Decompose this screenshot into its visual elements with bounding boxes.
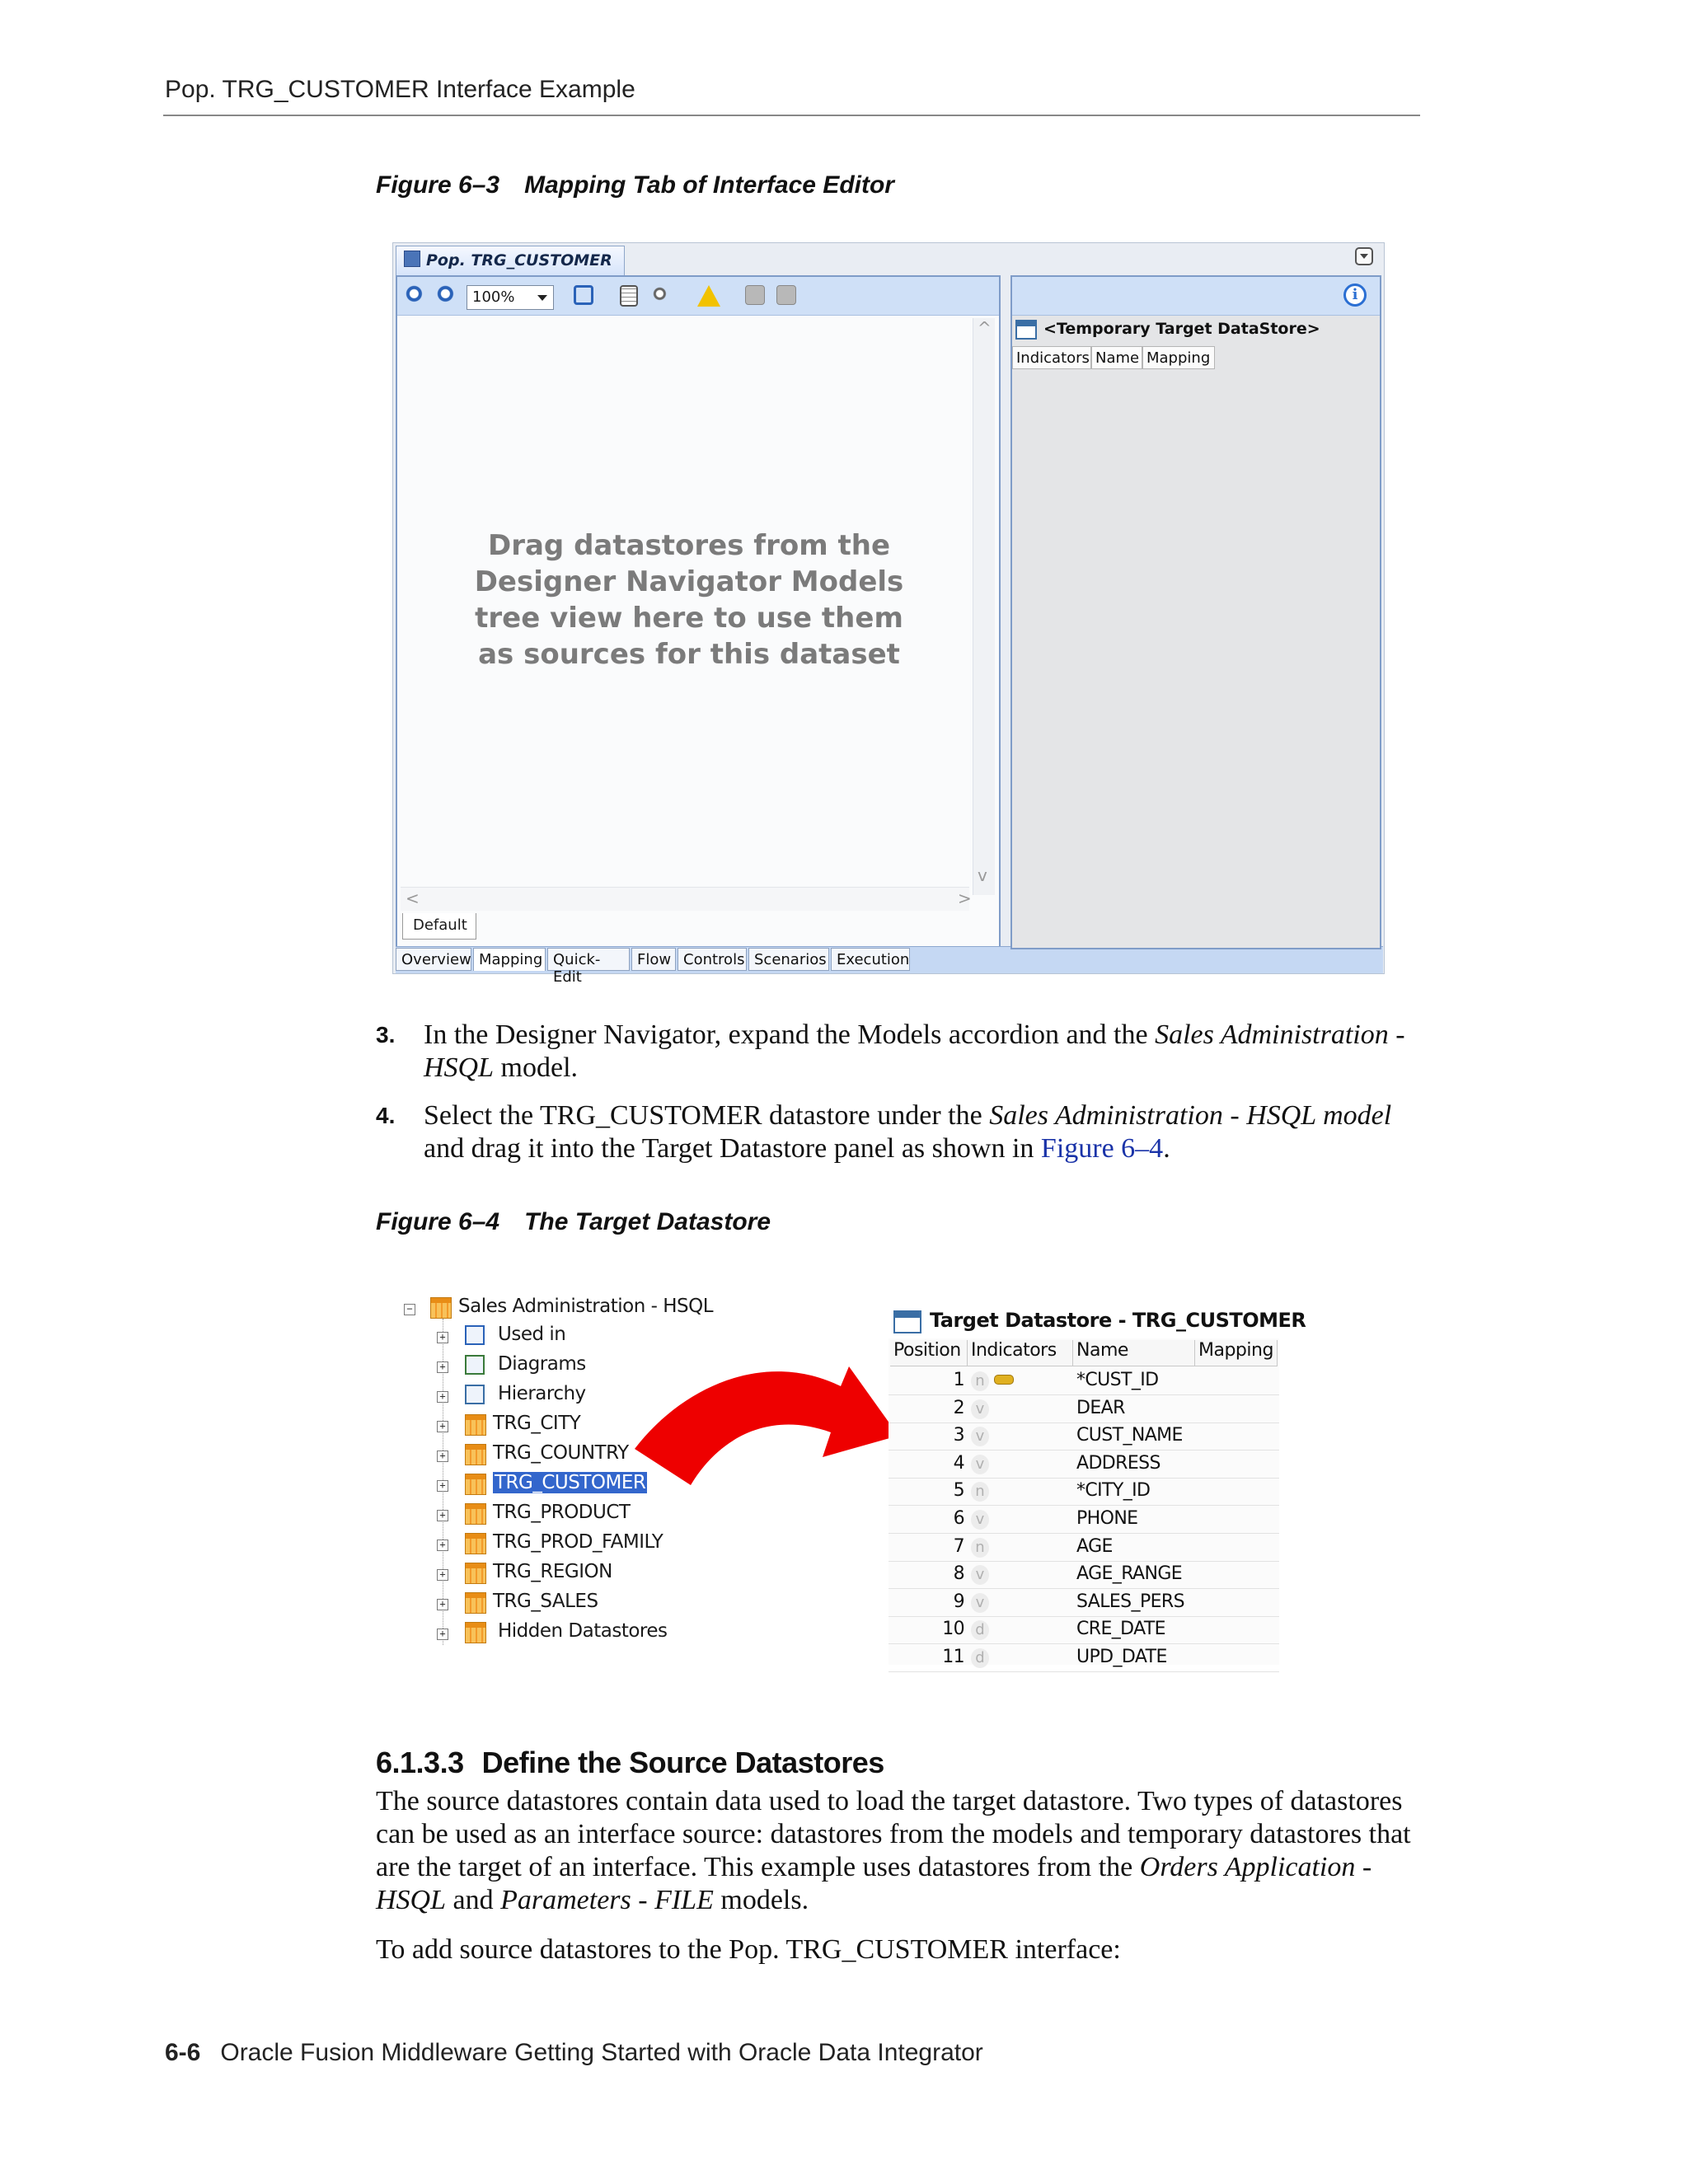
position-cell: 9 [953,1591,964,1612]
column-header-name[interactable]: Name [1091,346,1142,369]
expand-icon[interactable]: + [437,1540,448,1551]
figure-4-number: Figure 6–4 [376,1208,500,1235]
red-arrow-icon [635,1366,898,1485]
tree-item-trg-country[interactable]: TRG_COUNTRY [493,1442,629,1464]
tab-mapping[interactable]: Mapping [473,948,546,971]
expand-icon[interactable]: + [437,1629,448,1640]
column-name-cell[interactable]: ADDRESS [1076,1452,1160,1474]
expand-icon[interactable]: + [437,1451,448,1462]
expand-icon[interactable]: + [437,1599,448,1610]
tab-overview[interactable]: Overview [396,948,471,971]
target-datastore-panel [1010,275,1381,949]
tree-item-used-in[interactable]: Used in [498,1324,566,1345]
figure-4-caption [376,1208,771,1236]
row-divider [889,1478,1279,1479]
book-title: Oracle Fusion Middleware Getting Started with Oracle Data Integrator [220,2039,983,2066]
indicator-badge: v [971,1510,989,1530]
row-divider [889,1643,1279,1644]
expand-icon[interactable]: + [437,1421,448,1432]
figure-4-title: The Target Datastore [524,1208,771,1235]
diagrams-icon [465,1355,485,1375]
step-4-text-mid: and drag it into the Target Datastore panel as shown in [424,1133,1041,1164]
disabled-tool-icon [745,285,765,305]
canvas-hint-line: as sources for this dataset [478,638,900,671]
tree-item-trg-region[interactable]: TRG_REGION [493,1561,612,1582]
indicator-badge: v [971,1565,989,1585]
datastore-icon [465,1533,486,1554]
zoom-in-icon[interactable] [406,285,427,307]
chevron-down-icon[interactable] [537,295,547,301]
row-divider [889,1394,1279,1395]
column-name-cell[interactable]: SALES_PERS [1076,1591,1184,1612]
row-divider [889,1533,1279,1534]
column-name-cell[interactable]: AGE_RANGE [1076,1563,1183,1585]
position-cell: 6 [953,1508,964,1529]
temporary-target-label[interactable]: <Temporary Target DataStore> [1043,320,1320,338]
canvas-hint-line: tree view here to use them [475,602,903,635]
tree-item-trg-product[interactable]: TRG_PRODUCT [493,1502,631,1523]
model-name-parameters: Parameters - FILE [500,1885,714,1915]
position-cell: 8 [953,1563,964,1585]
header-rule [163,115,1420,116]
tree-root-label[interactable]: Sales Administration - HSQL [458,1296,714,1317]
indicator-badge: d [971,1620,989,1640]
step-3-text: In the Designer Navigator, expand the Models accordion and the [424,1019,1156,1050]
section-heading [376,1746,884,1780]
step-4-text: Select the TRG_CUSTOMER datastore under the [424,1100,990,1131]
indicator-badge: v [971,1455,989,1474]
column-name-cell[interactable]: CRE_DATE [1076,1619,1165,1640]
indicator-badge: v [971,1399,989,1419]
tab-controls[interactable]: Controls [678,948,747,971]
column-header-indicators[interactable]: Indicators [968,1340,1073,1366]
column-header-mapping[interactable]: Mapping [1195,1340,1278,1366]
model-folder-icon [430,1297,452,1319]
interface-icon [404,251,420,267]
expand-icon[interactable]: + [437,1391,448,1403]
info-icon[interactable]: i [1343,284,1367,307]
hidden-datastores-icon [465,1622,486,1643]
search-icon[interactable] [651,285,673,307]
fit-to-page-icon[interactable] [574,285,593,305]
position-cell: 3 [953,1425,964,1446]
step-3-text-end: model. [494,1052,579,1083]
hierarchy-icon [465,1385,485,1404]
tree-item-trg-customer[interactable]: TRG_CUSTOMER [495,1472,646,1493]
tree-item-trg-sales[interactable]: TRG_SALES [493,1591,598,1612]
column-header-indicators[interactable]: Indicators [1012,346,1091,369]
row-divider [889,1422,1279,1423]
expand-icon[interactable]: + [437,1480,448,1492]
indicator-badge: n [971,1482,989,1502]
tree-item-trg-prod-family[interactable]: TRG_PROD_FAMILY [493,1531,663,1553]
step-4-model-name: Sales Administration - HSQL model [989,1100,1392,1131]
column-header-name[interactable]: Name [1073,1340,1195,1366]
step-number: 4. [376,1103,396,1128]
column-name-cell[interactable]: PHONE [1076,1508,1138,1529]
expand-icon[interactable]: + [437,1361,448,1373]
tree-item-hierarchy[interactable]: Hierarchy [498,1383,586,1404]
canvas-hint-line: Designer Navigator Models [474,565,904,598]
scroll-right-icon[interactable]: > [958,888,972,908]
zoom-out-icon[interactable] [437,285,458,307]
tree-item-hidden-datastores[interactable]: Hidden Datastores [498,1620,668,1642]
position-cell: 5 [953,1480,964,1502]
expand-icon[interactable]: + [437,1510,448,1521]
row-divider [889,1671,1279,1672]
target-panel-header [1012,277,1380,316]
primary-key-icon [994,1375,1014,1385]
dataset-tab-default[interactable]: Default [402,913,476,940]
tab-flow[interactable]: Flow [631,948,676,971]
step-3-model-name: Sales Administration - HSQL [424,1019,1405,1083]
position-cell: 2 [953,1397,964,1418]
expand-icon[interactable]: + [437,1332,448,1343]
para-text: The source datastores contain data used to load the target datastore. Two types of datastores can be used as an interface source: datastores from the models and temporary datastores that are the target of an interface. This example uses datastores from the [376,1786,1411,1882]
para-text: models. [713,1885,809,1915]
row-divider [889,1505,1279,1506]
zoom-level-select[interactable]: 100% [467,285,554,310]
figure-3-number: Figure 6–3 [376,171,500,199]
datastore-icon [465,1592,486,1614]
column-name-cell[interactable]: CUST_NAME [1076,1425,1183,1446]
column-header-position[interactable]: Position [890,1340,968,1366]
column-name-cell[interactable]: UPD_DATE [1076,1647,1167,1667]
datastore-icon [465,1444,486,1465]
scroll-up-icon[interactable]: ^ [978,318,992,338]
properties-icon[interactable] [620,285,638,307]
vertical-scrollbar[interactable] [973,318,995,895]
position-cell: 11 [942,1647,964,1667]
section-title: Define the Source Datastores [481,1746,884,1779]
step-number: 3. [376,1022,396,1047]
column-name-cell[interactable]: *CUST_ID [1076,1370,1159,1390]
datastore-icon [465,1503,486,1525]
datastore-icon [465,1563,486,1584]
position-cell: 10 [942,1619,964,1640]
datastore-table-icon [893,1310,921,1333]
step-4 [376,1099,1423,1165]
position-cell: 4 [953,1452,964,1474]
page-number: 6-6 [165,2039,201,2066]
row-divider [889,1561,1279,1562]
warning-icon[interactable] [697,285,720,307]
disabled-tool-icon-2 [776,285,796,305]
indicator-badge: n [971,1538,989,1558]
column-header-mapping[interactable]: Mapping [1142,346,1215,369]
figure-3-title: Mapping Tab of Interface Editor [524,171,894,199]
row-divider [889,1588,1279,1589]
target-datastore-title: Target Datastore - TRG_CUSTOMER [930,1309,1306,1332]
tab-quick-edit[interactable]: Quick-Edit [547,948,630,971]
used-in-icon [465,1325,485,1345]
column-name-cell[interactable]: *CITY_ID [1076,1480,1151,1502]
position-cell: 1 [953,1370,964,1390]
model-name-orders: Orders Application - HSQL [376,1852,1372,1915]
section-number: 6.1.3.3 [376,1746,464,1779]
collapse-icon[interactable]: − [404,1304,415,1315]
panel-menu-icon[interactable] [1355,247,1373,265]
tab-execution[interactable]: Execution [831,948,910,971]
editor-document-tab[interactable]: Pop. TRG_CUSTOMER [396,246,625,275]
page-footer [165,2039,983,2067]
figure-6-4-link[interactable]: Figure 6–4 [1040,1133,1164,1164]
indicator-badge: v [971,1427,989,1446]
step-4-text-end: . [1163,1133,1170,1164]
indicator-badge: v [971,1593,989,1613]
datastore-icon [465,1414,486,1436]
datastore-icon [465,1474,486,1495]
row-divider [889,1616,1279,1617]
tree-item-trg-city[interactable]: TRG_CITY [493,1413,581,1434]
position-cell: 7 [953,1535,964,1557]
column-name-cell[interactable]: DEAR [1076,1397,1125,1418]
column-name-cell[interactable]: AGE [1076,1535,1113,1557]
canvas-hint-line: Drag datastores from the [487,529,891,562]
tree-item-diagrams[interactable]: Diagrams [498,1353,586,1375]
scroll-down-icon[interactable]: v [978,865,987,885]
figure-3-caption [376,171,894,199]
running-header: Pop. TRG_CUSTOMER Interface Example [165,76,635,103]
section-paragraph-2: To add source datastores to the Pop. TRG_CUSTOMER interface: [376,1934,1121,1965]
expand-icon[interactable]: + [437,1569,448,1581]
horizontal-scrollbar[interactable] [401,887,969,911]
step-3 [376,1019,1423,1085]
section-paragraph-1 [376,1785,1431,1917]
indicator-badge: n [971,1371,989,1391]
drag-arrow [626,1352,907,1500]
para-text: and [446,1885,501,1915]
tab-scenarios[interactable]: Scenarios [748,948,829,971]
canvas-drop-hint [467,527,912,673]
row-divider [889,1450,1279,1451]
datastore-table-icon [1015,320,1037,340]
scroll-left-icon[interactable]: < [406,888,420,908]
indicator-badge: d [971,1648,989,1668]
